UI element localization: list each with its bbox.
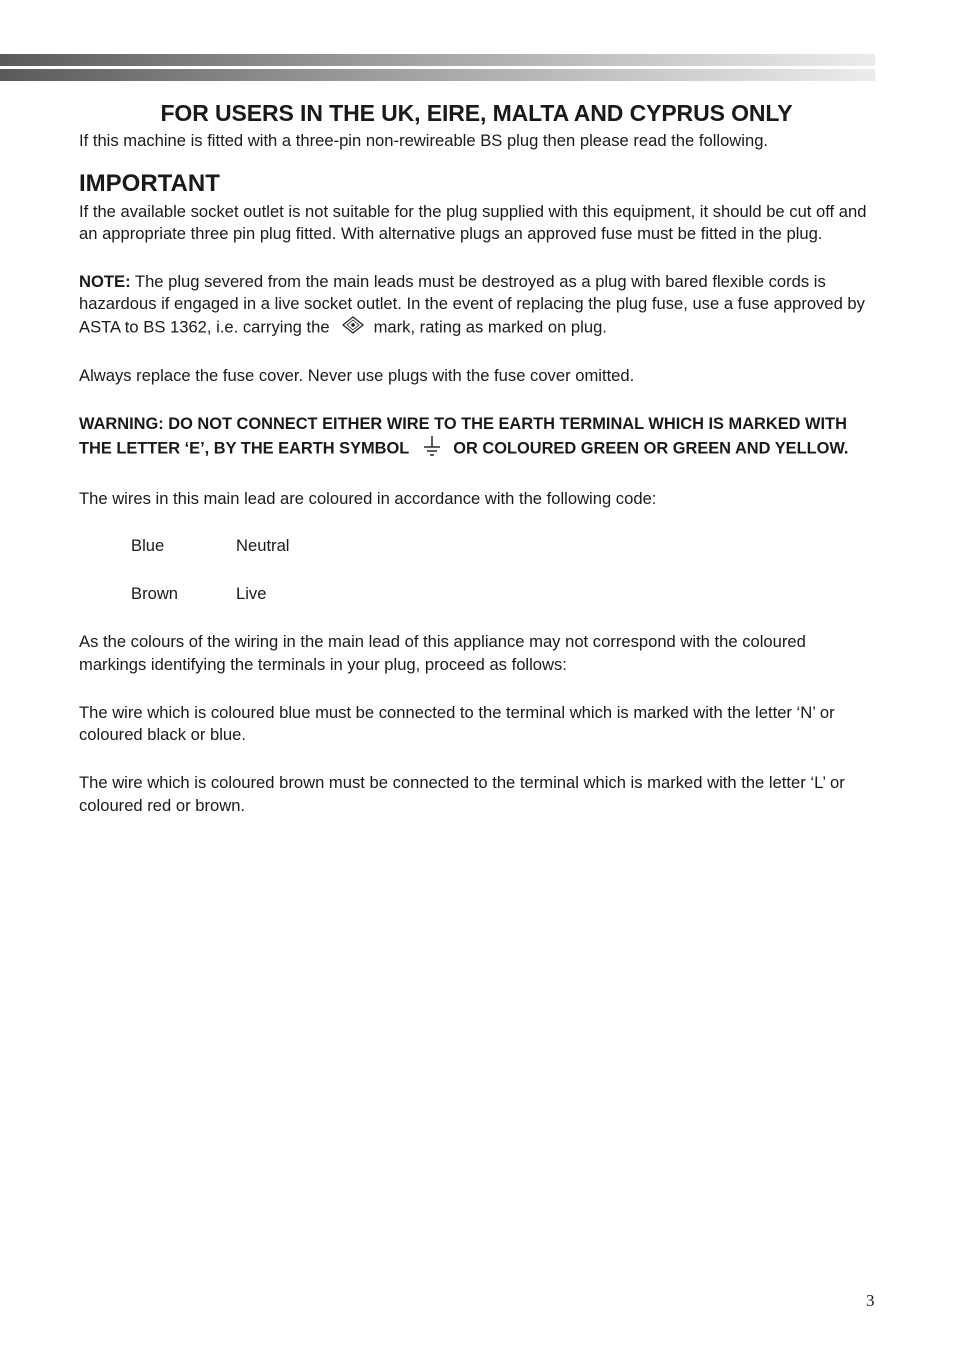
note-label: NOTE: xyxy=(79,271,131,291)
header-bar-top xyxy=(0,54,875,66)
warning-text-after: OR COLOURED GREEN OR GREEN AND YELLOW. xyxy=(453,439,849,458)
proceed-paragraph: As the colours of the wiring in the main lead of this appliance may not correspond with the coloured markings identifying the terminals in your plug, proceed as follows: xyxy=(79,632,806,674)
page-number: 3 xyxy=(866,1291,875,1310)
wire-meaning: Neutral xyxy=(236,536,290,555)
important-paragraph: If the available socket outlet is not suitable for the plug supplied with this equipment, it should be cut off and an appropriate three pin plug fitted. With alternative plugs an approved fuse must be fitted in the plug. xyxy=(79,201,867,243)
header-bar-bottom xyxy=(0,69,875,81)
fuse-cover-paragraph: Always replace the fuse cover. Never use plugs with the fuse cover omitted. xyxy=(79,366,635,385)
wire-colour: Blue xyxy=(131,536,165,555)
intro-paragraph: If this machine is fitted with a three-pin non-rewireable BS plug then please read the following. xyxy=(79,131,769,150)
wires-intro-paragraph: The wires in this main lead are coloured in accordance with the following code: xyxy=(79,488,657,508)
warning-text-before: WARNING: DO NOT CONNECT EITHER WIRE TO THE EARTH TERMINAL WHICH IS MARKED WITH THE LETTER ‘E’, BY THE EARTH SYMBOL xyxy=(79,414,847,458)
brown-wire-paragraph: The wire which is coloured brown must be connected to the terminal which is marked with the letter ‘L’ or coloured red or brown. xyxy=(79,773,845,815)
warning-paragraph xyxy=(79,413,874,464)
note-text-after: mark, rating as marked on plug. xyxy=(373,317,607,337)
wire-code-row xyxy=(131,583,874,606)
important-title: IMPORTANT xyxy=(79,169,220,197)
note-text-before: The plug severed from the main leads must be destroyed as a plug with bared flexible cords is hazardous if engaged in a live socket outlet. In the event of replacing the plug fuse, use a fuse approved by ASTA to BS 1362, i.e. carrying the xyxy=(79,271,865,337)
wire-code-row xyxy=(131,535,874,558)
asta-mark-icon xyxy=(342,316,364,341)
wire-colour: Brown xyxy=(131,584,179,603)
earth-symbol-icon xyxy=(421,435,443,464)
page-content xyxy=(79,98,874,817)
page-heading: FOR USERS IN THE UK, EIRE, MALTA AND CYPRUS ONLY xyxy=(160,100,793,126)
note-paragraph xyxy=(79,271,874,341)
wire-meaning: Live xyxy=(236,584,267,603)
blue-wire-paragraph: The wire which is coloured blue must be connected to the terminal which is marked with the letter ‘N’ or coloured black or blue. xyxy=(79,702,835,744)
